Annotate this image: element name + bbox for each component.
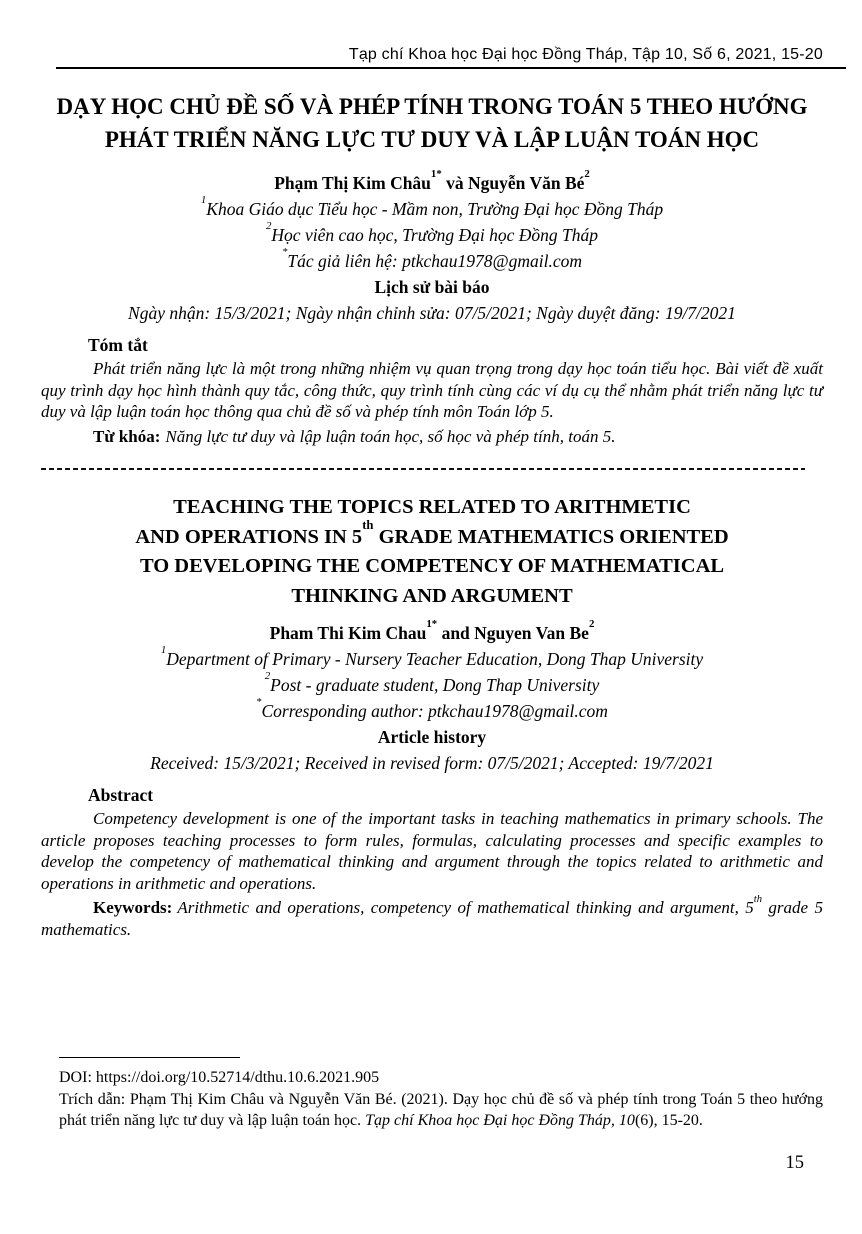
abstract-heading-en: Abstract [88, 785, 154, 805]
affiliation-1-superscript-vi: 1 [200, 194, 207, 207]
meta-block-vi [41, 170, 823, 326]
authors-separator-en: and [437, 623, 475, 643]
abstract-text-en: Competency development is one of the important tasks in teaching mathematics in primary schools. The article proposes teaching processes to form rules, formulas, calculating processes and specific examples to develop the competency of mathematical thinking and argument through the topics related to arithmetic and operations in arithmetic and operations. [41, 809, 823, 893]
article-history-heading-vi: Lịch sử bài báo [374, 277, 490, 297]
affiliation-2-text-vi: Học viên cao học, Trường Đại học Đồng Tháp [271, 225, 598, 245]
footnote-rule [59, 1057, 240, 1058]
corresponding-superscript-en: * [256, 696, 262, 709]
affiliation-1-superscript-en: 1 [160, 644, 167, 657]
author-2-superscript-en: 2 [588, 618, 595, 631]
keywords-vi [41, 426, 823, 448]
affiliation-1-en [41, 646, 823, 672]
keywords-text-vi: Năng lực tư duy và lập luận toán học, số học và phép tính, toán 5. [165, 426, 616, 446]
affiliation-2-text-en: Post - graduate student, Dong Thap University [270, 675, 600, 695]
section-separator-dashed-line [41, 468, 805, 470]
page-number: 15 [785, 1153, 804, 1173]
article-title-vi-line2: PHÁT TRIỂN NĂNG LỰC TƯ DUY VÀ LẬP LUẬN TOÁN HỌC [104, 127, 760, 152]
corresponding-text-vi: Tác giả liên hệ: ptkchau1978@gmail.com [287, 251, 582, 271]
author-1-vi: Phạm Thị Kim Châu [274, 173, 431, 193]
affiliation-1-vi [41, 196, 823, 222]
affiliation-1-text-en: Department of Primary - Nursery Teacher Education, Dong Thap University [166, 649, 704, 669]
article-history-heading-en: Article history [377, 727, 487, 747]
footnote-block [59, 1057, 823, 1132]
article-title-en-line2-pre: AND OPERATIONS IN 5 [135, 525, 363, 548]
article-title-vi [41, 90, 823, 156]
authors-en [41, 620, 823, 646]
abstract-text-vi: Phát triển năng lực là một trong những nhiệm vụ quan trọng trong dạy học toán tiểu học. Bài viết đề xuất quy trình dạy học hình thành quy tắc, công thức, quy trình tính cùng các ví dụ cụ thể nhằm phát triển năng lực tư duy và lập luận toán học thông qua chủ đề số và phép tính môn Toán lớp 5. [41, 359, 823, 421]
keywords-text-en-post: grade 5 mathematics. [41, 898, 823, 939]
keywords-label-en: Keywords: [93, 898, 173, 917]
affiliation-2-superscript-en: 2 [264, 670, 271, 683]
article-history-dates-vi: Ngày nhận: 15/3/2021; Ngày nhận chỉnh sửa: 07/5/2021; Ngày duyệt đăng: 19/7/2021 [128, 303, 736, 323]
keywords-text-en-pre: Arithmetic and operations, competency of mathematical thinking and argument, 5 [177, 898, 754, 917]
author-1-en: Pham Thi Kim Chau [269, 623, 427, 643]
article-title-en-ordinal-superscript: th [362, 517, 374, 532]
meta-block-en [41, 620, 823, 776]
author-1-superscript-en: 1* [426, 618, 438, 631]
article-title-en-line3: TO DEVELOPING THE COMPETENCY OF MATHEMATICAL [139, 555, 725, 577]
citation-line [59, 1089, 823, 1132]
header-rule [56, 67, 846, 69]
keywords-en [41, 893, 823, 940]
authors-vi [41, 170, 823, 196]
affiliation-2-en [41, 672, 823, 698]
author-2-vi: Nguyễn Văn Bé [468, 173, 585, 193]
corresponding-author-en [41, 698, 823, 724]
article-title-vi-line1: DẠY HỌC CHỦ ĐỀ SỐ VÀ PHÉP TÍNH TRONG TOÁN 5 THEO HƯỚNG [56, 94, 808, 119]
keywords-label-vi: Từ khóa: [93, 426, 161, 446]
affiliation-1-text-vi: Khoa Giáo dục Tiểu học - Mầm non, Trường Đại học Đồng Tháp [206, 199, 664, 219]
article-history-dates-en: Received: 15/3/2021; Received in revised form: 07/5/2021; Accepted: 19/7/2021 [150, 753, 714, 773]
affiliation-2-superscript-vi: 2 [266, 220, 272, 233]
abstract-heading-vi: Tóm tắt [88, 335, 148, 355]
citation-issue-pages: (6), 15-20. [634, 1112, 703, 1129]
article-title-en-line2 [41, 517, 823, 553]
citation-journal-name: Tạp chí Khoa học Đại học Đồng Tháp, 10 [365, 1112, 635, 1129]
article-title-en [41, 493, 823, 611]
keywords-ordinal-superscript-en: th [753, 893, 762, 905]
corresponding-text-en: Corresponding author: ptkchau1978@gmail.com [261, 701, 608, 721]
journal-header-text: Tạp chí Khoa học Đại học Đồng Tháp, Tập 10, Số 6, 2021, 15-20 [348, 46, 823, 63]
author-1-superscript-vi: 1* [430, 168, 442, 181]
affiliation-2-vi [41, 222, 823, 248]
authors-separator-vi: và [441, 173, 469, 193]
author-2-superscript-vi: 2 [584, 168, 590, 181]
citation-text: Trích dẫn: Phạm Thị Kim Châu và Nguyễn Văn Bé. (2021). Dạy học chủ đề số và phép tính trong Toán 5 theo hướng phát triển năng lực tư duy và lập luận toán học. [59, 1090, 823, 1129]
article-title-en-line2-post: GRADE MATHEMATICS ORIENTED [373, 525, 729, 548]
corresponding-superscript-vi: * [281, 246, 288, 259]
article-title-en-line1: TEACHING THE TOPICS RELATED TO ARITHMETIC [173, 496, 691, 518]
article-title-en-line4: THINKING AND ARGUMENT [291, 584, 573, 607]
doi-line: DOI: https://doi.org/10.52714/dthu.10.6.2021.905 [59, 1069, 380, 1086]
author-2-en: Nguyen Van Be [474, 623, 589, 643]
corresponding-author-vi [41, 248, 823, 274]
